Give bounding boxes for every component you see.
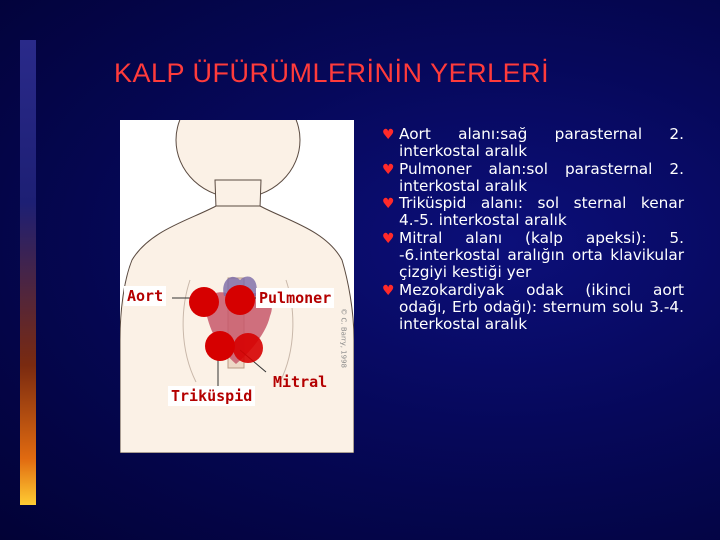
list-item [382,161,684,196]
slide-title: KALP ÜFÜRÜMLERİNİN YERLERİ [114,58,550,88]
heart-icon: ♥ [382,196,395,213]
heart-icon: ♥ [382,161,395,178]
pulmoner-marker [225,285,255,315]
auscultation-areas-list [382,126,684,334]
aort-marker [189,287,219,317]
trikuspid-label: Triküspid [168,386,255,406]
aort-label: Aort [124,286,166,306]
heart-icon: ♥ [382,127,395,143]
mitral-label: Mitral [273,373,328,391]
copyright-note: © C. Barry, 1998 [340,308,348,368]
bullet-text: Pulmoner alan:sol parasternal 2. interkostal aralık [399,159,684,195]
trikuspid-marker [205,331,235,361]
decorative-left-bar [20,40,36,505]
chest-illustration [120,120,354,453]
list-item [382,230,684,282]
list-item [382,282,684,334]
heart-icon: ♥ [382,282,395,299]
mitral-marker [233,333,263,363]
heart-icon: ♥ [382,230,395,247]
bullet-text: Aort alanı:sağ parasternal 2. interkostal aralık [399,125,684,161]
neck-shape [215,180,261,208]
bullet-text: Mitral alanı (kalp apeksi): 5. -6.interkostal aralığın orta klavikular çizgiyi kestiği yer [399,228,684,282]
pulmoner-label: Pulmoner [256,288,334,308]
bullet-text: Mezokardiyak odak (ikinci aort odağı, Erb odağı): sternum solu 3.-4. interkostal aralık [399,280,684,334]
bullet-text: Triküspid alanı: sol sternal kenar 4.-5. interkostal aralık [399,194,684,230]
list-item [382,195,684,230]
list-item [382,126,684,161]
